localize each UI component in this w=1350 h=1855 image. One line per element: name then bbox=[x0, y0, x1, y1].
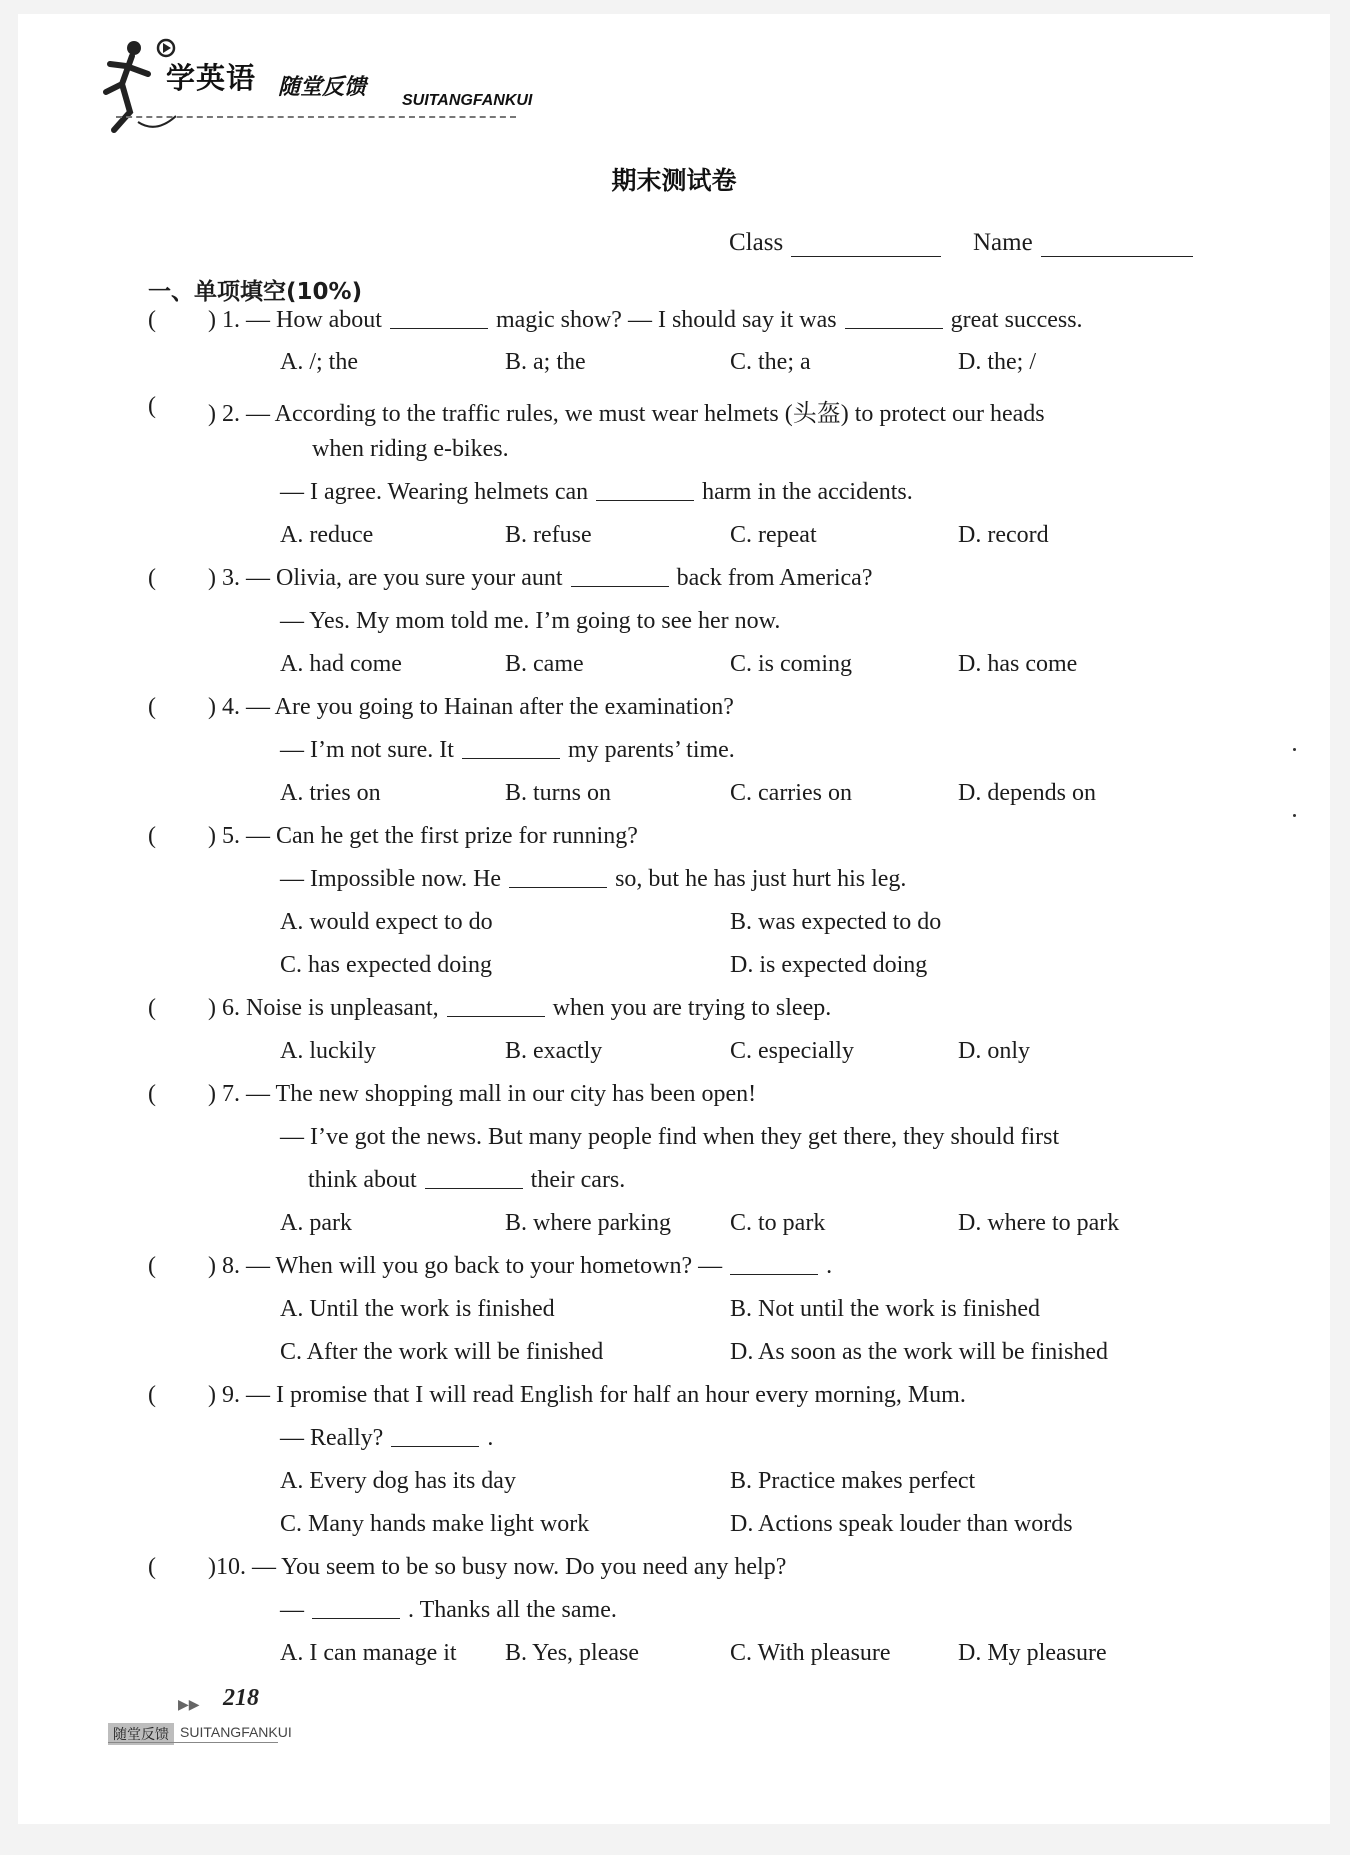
answer-paren: ( bbox=[148, 995, 156, 1021]
answer-paren: ( bbox=[148, 307, 156, 333]
question-text: my parents’ time. bbox=[567, 737, 735, 763]
option-c[interactable]: C. With pleasure bbox=[730, 1640, 891, 1666]
answer-paren: ( bbox=[148, 694, 156, 720]
class-field[interactable] bbox=[791, 256, 941, 257]
answer-blank[interactable] bbox=[845, 328, 943, 329]
answer-blank[interactable] bbox=[312, 1618, 400, 1619]
answer-blank[interactable] bbox=[596, 500, 694, 501]
answer-paren: ( bbox=[148, 823, 156, 849]
option-b[interactable]: B. where parking bbox=[505, 1210, 671, 1236]
name-label: Name bbox=[973, 229, 1033, 256]
runner-icon bbox=[96, 34, 176, 134]
question-text: harm in the accidents. bbox=[702, 479, 913, 505]
answer-blank[interactable] bbox=[390, 328, 488, 329]
question-6 bbox=[208, 995, 831, 1022]
answer-paren: ( bbox=[148, 393, 156, 419]
question-text: . bbox=[826, 1253, 833, 1279]
worksheet-page bbox=[18, 14, 1330, 1824]
question-2: ) 2. — According to the traffic rules, we must wear helmets (头盔) to protect our heads bbox=[208, 401, 1045, 427]
answer-blank[interactable] bbox=[425, 1188, 523, 1189]
question-text: their cars. bbox=[530, 1167, 626, 1193]
option-b[interactable]: B. a; the bbox=[505, 349, 586, 375]
question-line bbox=[280, 1425, 493, 1452]
option-b[interactable]: B. Yes, please bbox=[505, 1640, 640, 1666]
option-c[interactable]: C. to park bbox=[730, 1210, 826, 1236]
question-line bbox=[280, 479, 913, 506]
option-c[interactable]: C. Many hands make light work bbox=[280, 1511, 590, 1537]
footer-pinyin: SUITANGFANKUI bbox=[180, 1724, 292, 1740]
option-d[interactable]: D. is expected doing bbox=[730, 952, 928, 978]
answer-paren: ( bbox=[148, 565, 156, 591]
question-9: ) 9. — I promise that I will read English for half an hour every morning, Mum. bbox=[208, 1382, 966, 1408]
question-5: ) 5. — Can he get the first prize for running? bbox=[208, 823, 638, 849]
question-text: . bbox=[487, 1425, 494, 1451]
answer-paren: ( bbox=[148, 1382, 156, 1408]
question-10: )10. — You seem to be so busy now. Do you need any help? bbox=[208, 1554, 787, 1580]
answer-blank[interactable] bbox=[730, 1274, 818, 1275]
margin-dot bbox=[1293, 748, 1296, 751]
footer-divider bbox=[108, 1742, 278, 1743]
option-c[interactable]: C. repeat bbox=[730, 522, 817, 548]
logo-title: 学英语 bbox=[166, 61, 257, 95]
option-d[interactable]: D. has come bbox=[958, 651, 1078, 677]
option-b[interactable]: B. Not until the work is finished bbox=[730, 1296, 1040, 1322]
option-b[interactable]: B. Practice makes perfect bbox=[730, 1468, 976, 1494]
question-line bbox=[280, 1597, 617, 1624]
option-d[interactable]: D. only bbox=[958, 1038, 1030, 1064]
question-8 bbox=[208, 1253, 832, 1280]
footer-badge: 随堂反馈 bbox=[108, 1723, 174, 1745]
margin-dot bbox=[1293, 814, 1296, 817]
option-b[interactable]: B. refuse bbox=[505, 522, 592, 548]
option-a[interactable]: A. I can manage it bbox=[280, 1640, 457, 1666]
question-text: — I’ve got the news. But many people find when they get there, they should first bbox=[280, 1124, 1060, 1150]
option-a[interactable]: A. Until the work is finished bbox=[280, 1296, 555, 1322]
question-text: back from America? bbox=[676, 565, 873, 591]
option-b[interactable]: B. turns on bbox=[505, 780, 612, 806]
question-4: ) 4. — Are you going to Hainan after the examination? bbox=[208, 694, 734, 720]
question-1 bbox=[208, 307, 1083, 334]
section-heading: 一、单项填空(10%) bbox=[148, 279, 363, 305]
option-d[interactable]: D. the; / bbox=[958, 349, 1036, 375]
option-a[interactable]: A. reduce bbox=[280, 522, 374, 548]
option-c[interactable]: C. After the work will be finished bbox=[280, 1339, 604, 1365]
answer-paren: ( bbox=[148, 1081, 156, 1107]
question-text: ) 8. — When will you go back to your hometown? — bbox=[208, 1253, 723, 1279]
question-text: . Thanks all the same. bbox=[408, 1597, 617, 1623]
option-a[interactable]: A. had come bbox=[280, 651, 402, 677]
name-field[interactable] bbox=[1041, 256, 1193, 257]
question-line bbox=[280, 866, 906, 893]
question-7: ) 7. — The new shopping mall in our city has been open! bbox=[208, 1081, 757, 1107]
question-text: — I agree. Wearing helmets can bbox=[280, 479, 589, 505]
question-3 bbox=[208, 565, 872, 592]
option-a[interactable]: A. park bbox=[280, 1210, 352, 1236]
question-text: when you are trying to sleep. bbox=[552, 995, 832, 1021]
option-b[interactable]: B. was expected to do bbox=[730, 909, 942, 935]
page-title: 期末测试卷 bbox=[611, 166, 737, 195]
option-a[interactable]: A. tries on bbox=[280, 780, 381, 806]
option-b[interactable]: B. exactly bbox=[505, 1038, 603, 1064]
option-c[interactable]: C. is coming bbox=[730, 651, 853, 677]
question-text: so, but he has just hurt his leg. bbox=[615, 866, 907, 892]
logo-divider bbox=[116, 116, 516, 118]
class-label: Class bbox=[729, 229, 784, 256]
option-c[interactable]: C. carries on bbox=[730, 780, 852, 806]
option-a[interactable]: A. luckily bbox=[280, 1038, 376, 1064]
option-a[interactable]: A. would expect to do bbox=[280, 909, 493, 935]
page-number: 218 bbox=[223, 1685, 259, 1711]
question-text: ) 6. Noise is unpleasant, bbox=[208, 995, 439, 1021]
option-a[interactable]: A. /; the bbox=[280, 349, 358, 375]
question-line bbox=[280, 737, 735, 764]
answer-blank[interactable] bbox=[571, 586, 669, 587]
question-text: — Really? bbox=[280, 1425, 384, 1451]
option-c[interactable]: C. especially bbox=[730, 1038, 854, 1064]
option-d[interactable]: D. As soon as the work will be finished bbox=[730, 1339, 1108, 1365]
option-d[interactable]: D. My pleasure bbox=[958, 1640, 1107, 1666]
option-b[interactable]: B. came bbox=[505, 651, 584, 677]
option-d[interactable]: D. where to park bbox=[958, 1210, 1120, 1236]
question-text: ) 1. — How about bbox=[208, 307, 382, 333]
answer-blank[interactable] bbox=[391, 1446, 479, 1447]
logo-subtitle: 随堂反馈 bbox=[278, 75, 367, 100]
header-logo bbox=[96, 34, 566, 134]
option-d[interactable]: D. Actions speak louder than words bbox=[730, 1511, 1073, 1537]
question-text: think about bbox=[308, 1167, 417, 1193]
question-text: — bbox=[280, 1597, 304, 1623]
answer-paren: ( bbox=[148, 1253, 156, 1279]
question-text: great success. bbox=[950, 307, 1083, 333]
double-arrow-icon: ▶▶ bbox=[178, 1698, 200, 1713]
answer-paren: ( bbox=[148, 1554, 156, 1580]
option-d[interactable]: D. depends on bbox=[958, 780, 1096, 806]
answer-blank[interactable] bbox=[462, 758, 560, 759]
option-c[interactable]: C. has expected doing bbox=[280, 952, 492, 978]
option-a[interactable]: A. Every dog has its day bbox=[280, 1468, 516, 1494]
option-d[interactable]: D. record bbox=[958, 522, 1049, 548]
question-text: magic show? — I should say it was bbox=[495, 307, 837, 333]
question-text: when riding e-bikes. bbox=[312, 436, 509, 462]
question-text: — I’m not sure. It bbox=[280, 737, 454, 763]
answer-blank[interactable] bbox=[447, 1016, 545, 1017]
question-text: — Impossible now. He bbox=[280, 866, 502, 892]
option-c[interactable]: C. the; a bbox=[730, 349, 811, 375]
question-text: ) 3. — Olivia, are you sure your aunt bbox=[208, 565, 563, 591]
logo-pinyin: SUITANGFANKUI bbox=[402, 92, 533, 109]
question-text: — Yes. My mom told me. I’m going to see her now. bbox=[280, 608, 781, 634]
answer-blank[interactable] bbox=[509, 887, 607, 888]
question-line bbox=[308, 1167, 625, 1194]
